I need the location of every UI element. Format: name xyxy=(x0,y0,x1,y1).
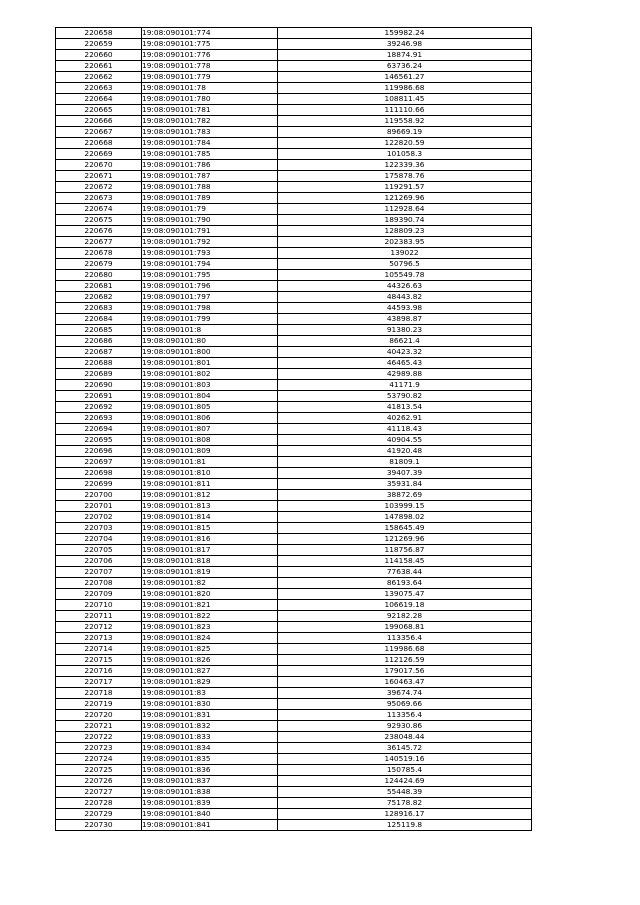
value-cell: 179017.56 xyxy=(278,666,532,677)
table-row xyxy=(56,116,532,127)
value-cell: 189390.74 xyxy=(278,215,532,226)
cadastral-number-cell: 19:08:090101:798 xyxy=(142,303,278,314)
row-id-cell: 220660 xyxy=(56,50,142,61)
table-row xyxy=(56,28,532,39)
table-row xyxy=(56,644,532,655)
cadastral-number-cell: 19:08:090101:835 xyxy=(142,754,278,765)
table-row xyxy=(56,501,532,512)
value-cell: 202383.95 xyxy=(278,237,532,248)
row-id-cell: 220668 xyxy=(56,138,142,149)
value-cell: 39246.98 xyxy=(278,39,532,50)
row-id-cell: 220716 xyxy=(56,666,142,677)
cadastral-number-cell: 19:08:090101:814 xyxy=(142,512,278,523)
cadastral-number-cell: 19:08:090101:807 xyxy=(142,424,278,435)
cadastral-number-cell: 19:08:090101:83 xyxy=(142,688,278,699)
cadastral-number-cell: 19:08:090101:785 xyxy=(142,149,278,160)
table-row xyxy=(56,292,532,303)
row-id-cell: 220694 xyxy=(56,424,142,435)
row-id-cell: 220664 xyxy=(56,94,142,105)
table-row xyxy=(56,677,532,688)
table-row xyxy=(56,589,532,600)
table-row xyxy=(56,512,532,523)
row-id-cell: 220669 xyxy=(56,149,142,160)
row-id-cell: 220720 xyxy=(56,710,142,721)
value-cell: 38872.69 xyxy=(278,490,532,501)
cadastral-number-cell: 19:08:090101:791 xyxy=(142,226,278,237)
value-cell: 63736.24 xyxy=(278,61,532,72)
table-row xyxy=(56,160,532,171)
value-cell: 48443.82 xyxy=(278,292,532,303)
value-cell: 89669.19 xyxy=(278,127,532,138)
row-id-cell: 220671 xyxy=(56,171,142,182)
table-row xyxy=(56,424,532,435)
table-row xyxy=(56,303,532,314)
cadastral-number-cell: 19:08:090101:783 xyxy=(142,127,278,138)
value-cell: 119986.68 xyxy=(278,644,532,655)
value-cell: 147898.02 xyxy=(278,512,532,523)
value-cell: 139022 xyxy=(278,248,532,259)
value-cell: 39407.39 xyxy=(278,468,532,479)
row-id-cell: 220698 xyxy=(56,468,142,479)
value-cell: 124424.69 xyxy=(278,776,532,787)
row-id-cell: 220718 xyxy=(56,688,142,699)
value-cell: 114158.45 xyxy=(278,556,532,567)
table-row xyxy=(56,325,532,336)
table-row xyxy=(56,787,532,798)
row-id-cell: 220705 xyxy=(56,545,142,556)
cadastral-number-cell: 19:08:090101:800 xyxy=(142,347,278,358)
value-cell: 128809.23 xyxy=(278,226,532,237)
value-cell: 41171.9 xyxy=(278,380,532,391)
row-id-cell: 220670 xyxy=(56,160,142,171)
row-id-cell: 220695 xyxy=(56,435,142,446)
table-row xyxy=(56,226,532,237)
table-row xyxy=(56,314,532,325)
table-row xyxy=(56,820,532,831)
cadastral-number-cell: 19:08:090101:823 xyxy=(142,622,278,633)
table-row xyxy=(56,61,532,72)
table-row xyxy=(56,94,532,105)
table-row xyxy=(56,490,532,501)
row-id-cell: 220702 xyxy=(56,512,142,523)
cadastral-number-cell: 19:08:090101:796 xyxy=(142,281,278,292)
row-id-cell: 220714 xyxy=(56,644,142,655)
table-row xyxy=(56,105,532,116)
value-cell: 128916.17 xyxy=(278,809,532,820)
row-id-cell: 220686 xyxy=(56,336,142,347)
cadastral-number-cell: 19:08:090101:830 xyxy=(142,699,278,710)
table-row xyxy=(56,798,532,809)
value-cell: 46465.43 xyxy=(278,358,532,369)
cadastral-number-cell: 19:08:090101:832 xyxy=(142,721,278,732)
table-row xyxy=(56,776,532,787)
row-id-cell: 220710 xyxy=(56,600,142,611)
table-row xyxy=(56,391,532,402)
table-row xyxy=(56,534,532,545)
cadastral-number-cell: 19:08:090101:782 xyxy=(142,116,278,127)
row-id-cell: 220701 xyxy=(56,501,142,512)
row-id-cell: 220725 xyxy=(56,765,142,776)
table-row xyxy=(56,259,532,270)
row-id-cell: 220723 xyxy=(56,743,142,754)
row-id-cell: 220684 xyxy=(56,314,142,325)
cadastral-number-cell: 19:08:090101:820 xyxy=(142,589,278,600)
cadastral-number-cell: 19:08:090101:82 xyxy=(142,578,278,589)
value-cell: 158645.49 xyxy=(278,523,532,534)
table-row xyxy=(56,347,532,358)
value-cell: 75178.82 xyxy=(278,798,532,809)
table-row xyxy=(56,127,532,138)
cadastral-number-cell: 19:08:090101:824 xyxy=(142,633,278,644)
row-id-cell: 220713 xyxy=(56,633,142,644)
row-id-cell: 220677 xyxy=(56,237,142,248)
table-row xyxy=(56,710,532,721)
table-row xyxy=(56,380,532,391)
row-id-cell: 220679 xyxy=(56,259,142,270)
value-cell: 43898.87 xyxy=(278,314,532,325)
cadastral-number-cell: 19:08:090101:792 xyxy=(142,237,278,248)
cadastral-number-cell: 19:08:090101:799 xyxy=(142,314,278,325)
value-cell: 122339.36 xyxy=(278,160,532,171)
table-row xyxy=(56,523,532,534)
cadastral-number-cell: 19:08:090101:781 xyxy=(142,105,278,116)
table-row xyxy=(56,336,532,347)
table-row xyxy=(56,39,532,50)
row-id-cell: 220715 xyxy=(56,655,142,666)
table-row xyxy=(56,666,532,677)
cadastral-number-cell: 19:08:090101:812 xyxy=(142,490,278,501)
table-row xyxy=(56,72,532,83)
row-id-cell: 220681 xyxy=(56,281,142,292)
table-row xyxy=(56,237,532,248)
table-row xyxy=(56,743,532,754)
value-cell: 119291.57 xyxy=(278,182,532,193)
cadastral-number-cell: 19:08:090101:79 xyxy=(142,204,278,215)
table-row xyxy=(56,721,532,732)
cadastral-number-cell: 19:08:090101:78 xyxy=(142,83,278,94)
cadastral-number-cell: 19:08:090101:840 xyxy=(142,809,278,820)
cadastral-number-cell: 19:08:090101:839 xyxy=(142,798,278,809)
table-row xyxy=(56,248,532,259)
value-cell: 139075.47 xyxy=(278,589,532,600)
row-id-cell: 220663 xyxy=(56,83,142,94)
value-cell: 39674.74 xyxy=(278,688,532,699)
row-id-cell: 220706 xyxy=(56,556,142,567)
table-row xyxy=(56,655,532,666)
value-cell: 53790.82 xyxy=(278,391,532,402)
cadastral-number-cell: 19:08:090101:786 xyxy=(142,160,278,171)
row-id-cell: 220703 xyxy=(56,523,142,534)
cadastral-number-cell: 19:08:090101:778 xyxy=(142,61,278,72)
table-row xyxy=(56,688,532,699)
table-row xyxy=(56,413,532,424)
row-id-cell: 220676 xyxy=(56,226,142,237)
table-row xyxy=(56,83,532,94)
cadastral-number-cell: 19:08:090101:819 xyxy=(142,567,278,578)
row-id-cell: 220683 xyxy=(56,303,142,314)
cadastral-number-cell: 19:08:090101:831 xyxy=(142,710,278,721)
cadastral-number-cell: 19:08:090101:779 xyxy=(142,72,278,83)
table-row xyxy=(56,204,532,215)
row-id-cell: 220672 xyxy=(56,182,142,193)
row-id-cell: 220704 xyxy=(56,534,142,545)
cadastral-number-cell: 19:08:090101:776 xyxy=(142,50,278,61)
cadastral-number-cell: 19:08:090101:810 xyxy=(142,468,278,479)
row-id-cell: 220680 xyxy=(56,270,142,281)
row-id-cell: 220727 xyxy=(56,787,142,798)
row-id-cell: 220711 xyxy=(56,611,142,622)
cadastral-number-cell: 19:08:090101:774 xyxy=(142,28,278,39)
cadastral-number-cell: 19:08:090101:784 xyxy=(142,138,278,149)
cadastral-number-cell: 19:08:090101:805 xyxy=(142,402,278,413)
row-id-cell: 220673 xyxy=(56,193,142,204)
value-cell: 55448.39 xyxy=(278,787,532,798)
table-row xyxy=(56,270,532,281)
table-row xyxy=(56,215,532,226)
table-row xyxy=(56,754,532,765)
table-row xyxy=(56,765,532,776)
cadastral-number-cell: 19:08:090101:826 xyxy=(142,655,278,666)
cadastral-number-cell: 19:08:090101:808 xyxy=(142,435,278,446)
cadastral-number-cell: 19:08:090101:787 xyxy=(142,171,278,182)
value-cell: 35931.84 xyxy=(278,479,532,490)
cadastral-number-cell: 19:08:090101:815 xyxy=(142,523,278,534)
value-cell: 44593.98 xyxy=(278,303,532,314)
cadastral-number-cell: 19:08:090101:822 xyxy=(142,611,278,622)
cadastral-number-cell: 19:08:090101:81 xyxy=(142,457,278,468)
value-cell: 103999.15 xyxy=(278,501,532,512)
cadastral-number-cell: 19:08:090101:8 xyxy=(142,325,278,336)
value-cell: 41920.48 xyxy=(278,446,532,457)
row-id-cell: 220721 xyxy=(56,721,142,732)
value-cell: 81809.1 xyxy=(278,457,532,468)
row-id-cell: 220662 xyxy=(56,72,142,83)
row-id-cell: 220726 xyxy=(56,776,142,787)
value-cell: 150785.4 xyxy=(278,765,532,776)
value-cell: 41813.54 xyxy=(278,402,532,413)
row-id-cell: 220717 xyxy=(56,677,142,688)
value-cell: 101058.3 xyxy=(278,149,532,160)
table-row xyxy=(56,138,532,149)
cadastral-number-cell: 19:08:090101:790 xyxy=(142,215,278,226)
table-row xyxy=(56,435,532,446)
cadastral-number-cell: 19:08:090101:795 xyxy=(142,270,278,281)
row-id-cell: 220712 xyxy=(56,622,142,633)
row-id-cell: 220700 xyxy=(56,490,142,501)
value-cell: 106619.18 xyxy=(278,600,532,611)
cadastral-number-cell: 19:08:090101:841 xyxy=(142,820,278,831)
value-cell: 122820.59 xyxy=(278,138,532,149)
value-cell: 146561.27 xyxy=(278,72,532,83)
cadastral-number-cell: 19:08:090101:793 xyxy=(142,248,278,259)
value-cell: 119558.92 xyxy=(278,116,532,127)
cadastral-number-cell: 19:08:090101:827 xyxy=(142,666,278,677)
table-row xyxy=(56,182,532,193)
table-row xyxy=(56,567,532,578)
row-id-cell: 220689 xyxy=(56,369,142,380)
value-cell: 119986.68 xyxy=(278,83,532,94)
cadastral-number-cell: 19:08:090101:801 xyxy=(142,358,278,369)
value-cell: 160463.47 xyxy=(278,677,532,688)
value-cell: 95069.66 xyxy=(278,699,532,710)
row-id-cell: 220722 xyxy=(56,732,142,743)
value-cell: 86621.4 xyxy=(278,336,532,347)
value-cell: 40904.55 xyxy=(278,435,532,446)
value-cell: 44326.63 xyxy=(278,281,532,292)
value-cell: 92930.86 xyxy=(278,721,532,732)
table-row xyxy=(56,479,532,490)
row-id-cell: 220682 xyxy=(56,292,142,303)
value-cell: 118756.87 xyxy=(278,545,532,556)
row-id-cell: 220728 xyxy=(56,798,142,809)
cadastral-number-cell: 19:08:090101:803 xyxy=(142,380,278,391)
value-cell: 175878.76 xyxy=(278,171,532,182)
value-cell: 159982.24 xyxy=(278,28,532,39)
cadastral-number-cell: 19:08:090101:838 xyxy=(142,787,278,798)
row-id-cell: 220708 xyxy=(56,578,142,589)
value-cell: 108811.45 xyxy=(278,94,532,105)
table-row xyxy=(56,468,532,479)
cadastral-number-cell: 19:08:090101:806 xyxy=(142,413,278,424)
value-cell: 50796.5 xyxy=(278,259,532,270)
value-cell: 18874.91 xyxy=(278,50,532,61)
table-row xyxy=(56,50,532,61)
value-cell: 36145.72 xyxy=(278,743,532,754)
table-row xyxy=(56,171,532,182)
cadastral-number-cell: 19:08:090101:836 xyxy=(142,765,278,776)
cadastral-number-cell: 19:08:090101:817 xyxy=(142,545,278,556)
row-id-cell: 220688 xyxy=(56,358,142,369)
row-id-cell: 220724 xyxy=(56,754,142,765)
cadastral-number-cell: 19:08:090101:825 xyxy=(142,644,278,655)
value-cell: 77638.44 xyxy=(278,567,532,578)
cadastral-number-cell: 19:08:090101:821 xyxy=(142,600,278,611)
table-row xyxy=(56,358,532,369)
row-id-cell: 220709 xyxy=(56,589,142,600)
data-table xyxy=(55,27,532,831)
cadastral-number-cell: 19:08:090101:811 xyxy=(142,479,278,490)
row-id-cell: 220678 xyxy=(56,248,142,259)
row-id-cell: 220666 xyxy=(56,116,142,127)
value-cell: 112126.59 xyxy=(278,655,532,666)
value-cell: 121269.96 xyxy=(278,193,532,204)
table-row xyxy=(56,622,532,633)
table-row xyxy=(56,369,532,380)
table-row xyxy=(56,402,532,413)
row-id-cell: 220696 xyxy=(56,446,142,457)
table-row xyxy=(56,281,532,292)
value-cell: 92182.28 xyxy=(278,611,532,622)
cadastral-number-cell: 19:08:090101:818 xyxy=(142,556,278,567)
cadastral-number-cell: 19:08:090101:829 xyxy=(142,677,278,688)
cadastral-number-cell: 19:08:090101:804 xyxy=(142,391,278,402)
cadastral-number-cell: 19:08:090101:833 xyxy=(142,732,278,743)
cadastral-number-cell: 19:08:090101:813 xyxy=(142,501,278,512)
table-row xyxy=(56,149,532,160)
table-row xyxy=(56,633,532,644)
cadastral-number-cell: 19:08:090101:788 xyxy=(142,182,278,193)
table-row xyxy=(56,556,532,567)
value-cell: 105549.78 xyxy=(278,270,532,281)
value-cell: 111110.66 xyxy=(278,105,532,116)
row-id-cell: 220699 xyxy=(56,479,142,490)
table-row xyxy=(56,611,532,622)
cadastral-number-cell: 19:08:090101:789 xyxy=(142,193,278,204)
value-cell: 238048.44 xyxy=(278,732,532,743)
row-id-cell: 220690 xyxy=(56,380,142,391)
row-id-cell: 220687 xyxy=(56,347,142,358)
cadastral-number-cell: 19:08:090101:80 xyxy=(142,336,278,347)
value-cell: 112928.64 xyxy=(278,204,532,215)
row-id-cell: 220685 xyxy=(56,325,142,336)
cadastral-number-cell: 19:08:090101:775 xyxy=(142,39,278,50)
row-id-cell: 220665 xyxy=(56,105,142,116)
value-cell: 113356.4 xyxy=(278,633,532,644)
value-cell: 91380.23 xyxy=(278,325,532,336)
cadastral-number-cell: 19:08:090101:834 xyxy=(142,743,278,754)
row-id-cell: 220658 xyxy=(56,28,142,39)
cadastral-number-cell: 19:08:090101:794 xyxy=(142,259,278,270)
row-id-cell: 220674 xyxy=(56,204,142,215)
cadastral-number-cell: 19:08:090101:797 xyxy=(142,292,278,303)
table-row xyxy=(56,446,532,457)
row-id-cell: 220719 xyxy=(56,699,142,710)
table-row xyxy=(56,578,532,589)
table-row xyxy=(56,193,532,204)
value-cell: 121269.96 xyxy=(278,534,532,545)
value-cell: 40423.32 xyxy=(278,347,532,358)
cadastral-number-cell: 19:08:090101:816 xyxy=(142,534,278,545)
table-row xyxy=(56,457,532,468)
table-row xyxy=(56,809,532,820)
row-id-cell: 220693 xyxy=(56,413,142,424)
value-cell: 41118.43 xyxy=(278,424,532,435)
row-id-cell: 220729 xyxy=(56,809,142,820)
row-id-cell: 220707 xyxy=(56,567,142,578)
row-id-cell: 220667 xyxy=(56,127,142,138)
value-cell: 199068.81 xyxy=(278,622,532,633)
row-id-cell: 220730 xyxy=(56,820,142,831)
cadastral-number-cell: 19:08:090101:802 xyxy=(142,369,278,380)
row-id-cell: 220661 xyxy=(56,61,142,72)
row-id-cell: 220692 xyxy=(56,402,142,413)
table-body xyxy=(56,28,532,831)
value-cell: 140519.16 xyxy=(278,754,532,765)
value-cell: 113356.4 xyxy=(278,710,532,721)
row-id-cell: 220697 xyxy=(56,457,142,468)
value-cell: 40262.91 xyxy=(278,413,532,424)
table-row xyxy=(56,699,532,710)
cadastral-number-cell: 19:08:090101:837 xyxy=(142,776,278,787)
table-row xyxy=(56,600,532,611)
value-cell: 125119.8 xyxy=(278,820,532,831)
row-id-cell: 220675 xyxy=(56,215,142,226)
cadastral-number-cell: 19:08:090101:809 xyxy=(142,446,278,457)
table-row xyxy=(56,545,532,556)
row-id-cell: 220691 xyxy=(56,391,142,402)
row-id-cell: 220659 xyxy=(56,39,142,50)
value-cell: 86193.64 xyxy=(278,578,532,589)
cadastral-number-cell: 19:08:090101:780 xyxy=(142,94,278,105)
table-row xyxy=(56,732,532,743)
value-cell: 42989.88 xyxy=(278,369,532,380)
